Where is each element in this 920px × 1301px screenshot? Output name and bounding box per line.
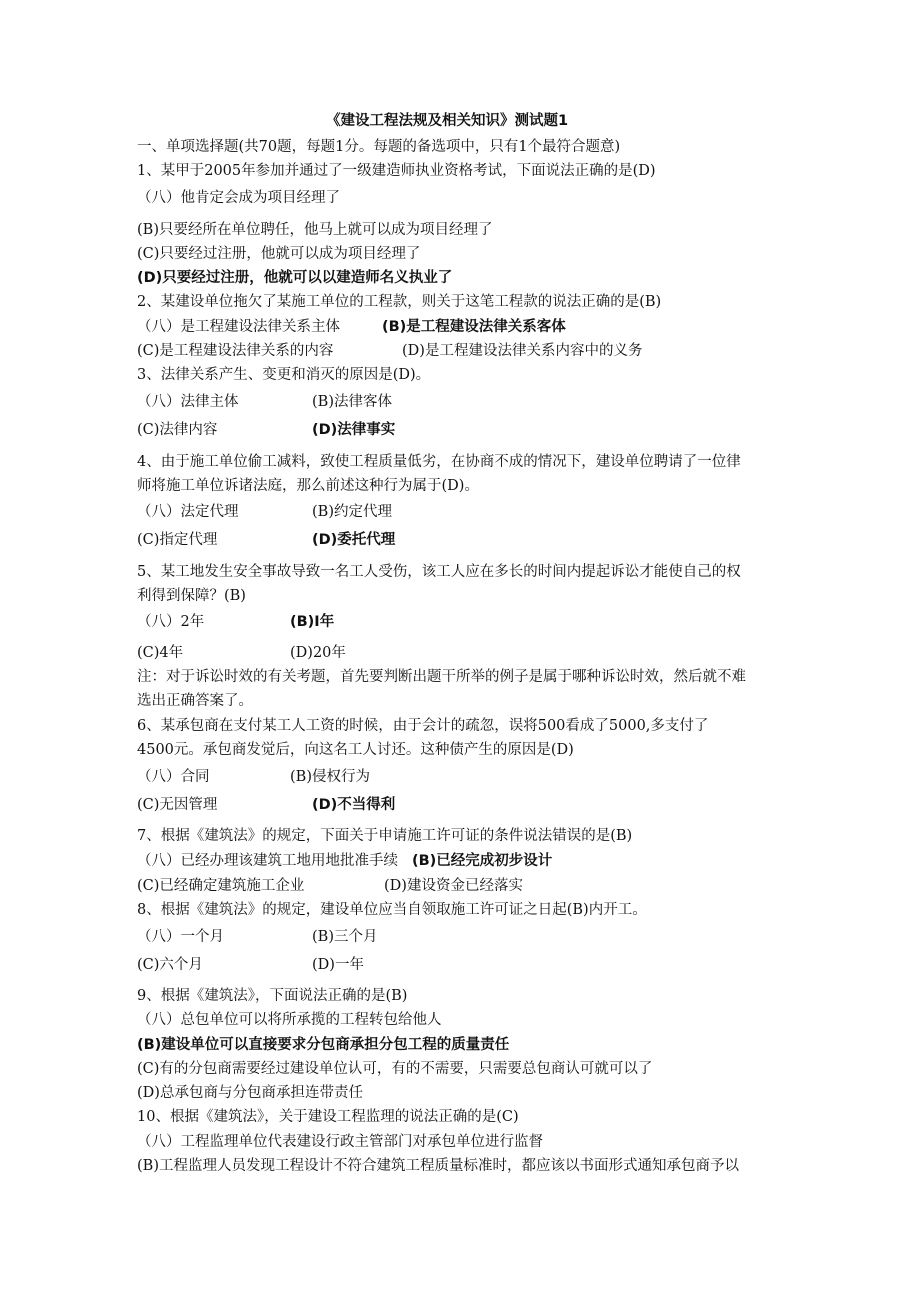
question-2-stem: 2、某建设单位拖欠了某施工单位的工程款，则关于这笔工程款的说法正确的是(B): [137, 294, 662, 310]
q2-option-d: (D)是工程建设法律关系内容中的义务: [402, 343, 643, 359]
q5-option-c: (C)4年: [137, 645, 184, 661]
question-6-stem-line2: 4500元。承包商发觉后，向这名工人讨还。这种债产生的原因是(D): [137, 742, 574, 758]
q8-option-d: (D)一年: [312, 957, 364, 973]
question-4-stem-line2: 师将施工单位诉诸法庭，那么前述这种行为属于(D)。: [137, 478, 479, 494]
q7-option-b: (B)已经完成初步设计: [412, 853, 553, 869]
question-3-stem: 3、法律关系产生、变更和消灭的原因是(D)。: [137, 367, 431, 383]
q7-option-a: （八）已经办理该建筑工地用地批准手续: [137, 853, 398, 869]
q9-option-a: （八）总包单位可以将所承揽的工程转包给他人: [137, 1012, 442, 1028]
q7-option-d: (D)建设资金已经落实: [384, 878, 523, 894]
q3-option-a: （八）法律主体: [137, 394, 239, 410]
q4-option-b: (B)约定代理: [312, 504, 392, 520]
q3-option-c: (C)法律内容: [137, 422, 218, 438]
q8-option-c: (C)六个月: [137, 957, 203, 973]
q1-option-d: (D)只要经过注册，他就可以以建造师名义执业了: [137, 270, 453, 286]
q1-option-b: (B)只要经所在单位聘任，他马上就可以成为项目经理了: [137, 222, 493, 238]
question-8-stem: 8、根据《建筑法》的规定，建设单位应当自领取施工许可证之日起(B)内开工。: [137, 902, 647, 918]
q5-option-d: (D)20年: [290, 645, 346, 661]
q2-option-a: （八）是工程建设法律关系主体: [137, 319, 340, 335]
q2-option-b: (B)是工程建设法律关系客体: [382, 319, 566, 335]
q4-option-a: （八）法定代理: [137, 504, 239, 520]
q4-option-c: (C)指定代理: [137, 532, 218, 548]
q5-note-line2: 选出正确答案了。: [137, 693, 253, 709]
question-6-stem-line1: 6、某承包商在支付某工人工资的时候，由于会计的疏忽，误将500看成了5000,多支付了: [137, 718, 709, 734]
q6-option-d: (D)不当得利: [312, 797, 396, 813]
q10-option-a: （八）工程监理单位代表建设行政主管部门对承包单位进行监督: [137, 1134, 543, 1150]
q2-option-c: (C)是工程建设法律关系的内容: [137, 343, 334, 359]
question-5-stem-line2: 利得到保障？(B): [137, 588, 246, 604]
question-10-stem: 10、根据《建筑法》，关于建设工程监理的说法正确的是(C): [137, 1109, 519, 1125]
q6-option-a: （八）合同: [137, 769, 210, 785]
section-heading: 一、单项选择题(共70题，每题1分。每题的备选项中，只有1个最符合题意): [137, 139, 621, 155]
q8-option-a: （八）一个月: [137, 929, 224, 945]
q5-option-a: （八）2年: [137, 614, 205, 630]
question-7-stem: 7、根据《建筑法》的规定，下面关于申请施工许可证的条件说法错误的是(B): [137, 828, 633, 844]
q1-option-a: （八）他肯定会成为项目经理了: [137, 190, 340, 206]
q8-option-b: (B)三个月: [312, 929, 378, 945]
q9-option-b: (B)建设单位可以直接要求分包商承担分包工程的质量责任: [137, 1037, 510, 1053]
question-5-stem-line1: 5、某工地发生安全事故导致一名工人受伤，该工人应在多长的时间内提起诉讼才能使自己的权: [137, 564, 741, 580]
question-4-stem-line1: 4、由于施工单位偷工减料，致使工程质量低劣，在协商不成的情况下，建设单位聘请了一位律: [137, 454, 741, 470]
q5-note-line1: 注：对于诉讼时效的有关考题，首先要判断出题干所举的例子是属于哪种诉讼时效，然后就不难: [137, 669, 746, 685]
q5-option-b: (B)I年: [290, 614, 335, 630]
q7-option-c: (C)已经确定建筑施工企业: [137, 878, 305, 894]
q10-option-b: (B)工程监理人员发现工程设计不符合建筑工程质量标准时，都应该以书面形式通知承包商予以: [137, 1158, 739, 1174]
q6-option-c: (C)无因管理: [137, 797, 218, 813]
q1-option-c: (C)只要经过注册，他就可以成为项目经理了: [137, 246, 421, 262]
q9-option-c: (C)有的分包商需要经过建设单位认可，有的不需要，只需要总包商认可就可以了: [137, 1061, 653, 1077]
q9-option-d: (D)总承包商与分包商承担连带责任: [137, 1085, 363, 1101]
q4-option-d: (D)委托代理: [312, 532, 396, 548]
question-9-stem: 9、根据《建筑法》，下面说法正确的是(B): [137, 988, 408, 1004]
question-1-stem: 1、某甲于2005年参加并通过了一级建造师执业资格考试，下面说法正确的是(D): [137, 163, 656, 179]
doc-title: 《建设工程法规及相关知识》测试题1: [326, 113, 569, 129]
q6-option-b: (B)侵权行为: [290, 769, 370, 785]
q3-option-d: (D)法律事实: [312, 422, 396, 438]
q3-option-b: (B)法律客体: [312, 394, 392, 410]
